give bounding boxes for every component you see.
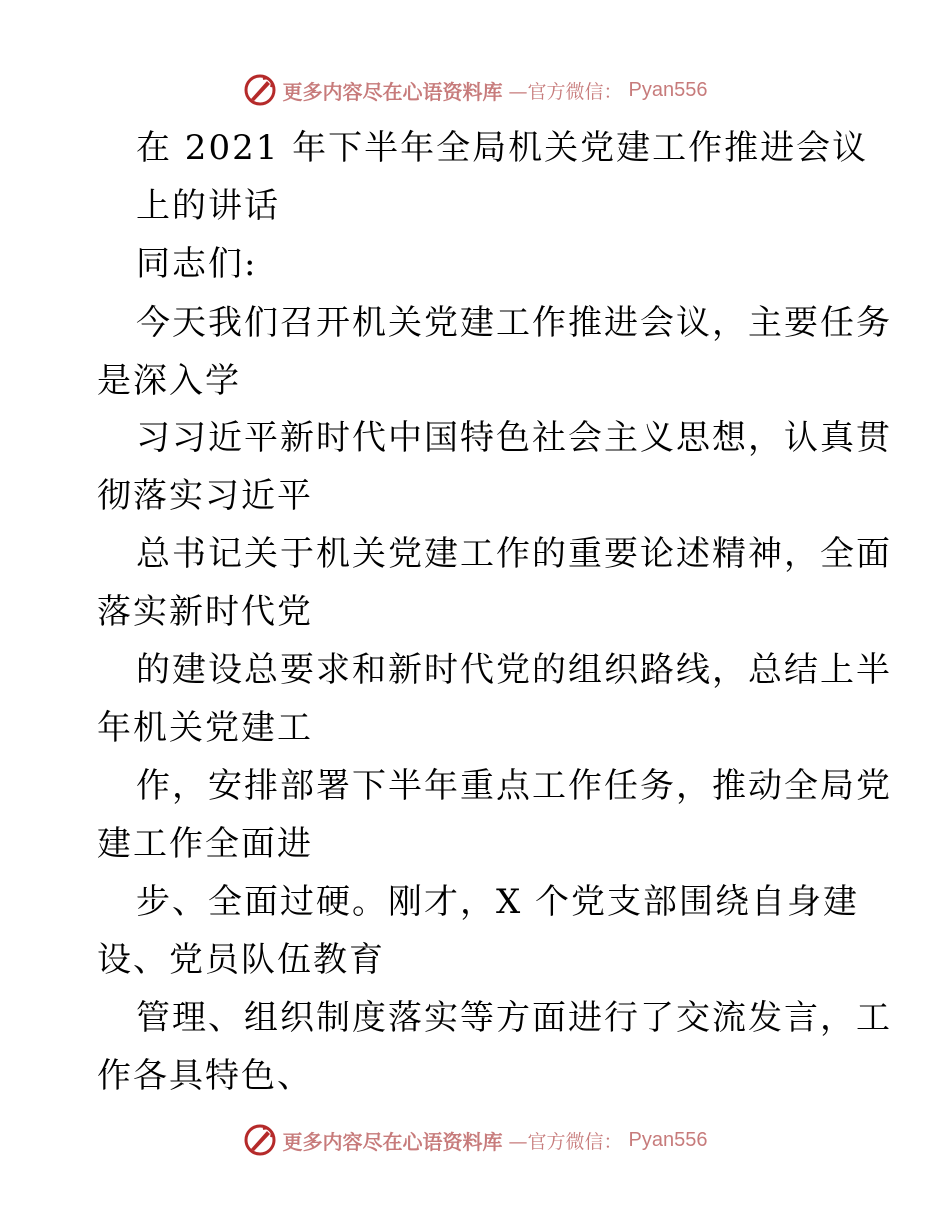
paragraph-line: 建工作全面进 [97,824,313,864]
watermark-account: Pyan556 [628,78,708,101]
paragraph-line: 是深入学 [97,361,241,401]
watermark-brand: 更多内容尽在心语资料库 [282,79,503,104]
paragraph-line: 的建设总要求和新时代党的组织路线，总结上半 [136,650,892,690]
paragraph-line: 今天我们召开机关党建工作推进会议，主要任务 [136,303,892,343]
quill-logo-icon [243,73,277,107]
watermark-separator: —官方微信： [508,80,623,103]
paragraph-line: 年机关党建工 [97,708,313,748]
title-line-1: 在 2021 年下半年全局机关党建工作推进会议 [136,128,869,168]
title-line-2: 上的讲话 [136,186,280,226]
salutation: 同志们: [136,244,258,284]
watermark-brand: 更多内容尽在心语资料库 [282,1129,503,1154]
watermark-separator: —官方微信： [508,1130,623,1153]
paragraph-line: 彻落实习近平 [97,476,313,516]
header-watermark [0,70,950,110]
paragraph-line: 设、党员队伍教育 [97,940,385,980]
paragraph-line: 作各具特色、 [97,1056,313,1096]
paragraph-line: 习习近平新时代中国特色社会主义思想，认真贯 [136,418,892,458]
footer-watermark [0,1120,950,1160]
paragraph-line: 步、全面过硬。刚才，X 个党支部围绕自身建 [136,882,860,922]
watermark-account: Pyan556 [628,1128,708,1151]
paragraph-line: 作，安排部署下半年重点工作任务，推动全局党 [136,766,892,806]
quill-logo-icon [243,1123,277,1157]
paragraph-line: 总书记关于机关党建工作的重要论述精神，全面 [136,534,892,574]
paragraph-line: 落实新时代党 [97,592,313,632]
paragraph-line: 管理、组织制度落实等方面进行了交流发言，工 [136,998,892,1038]
